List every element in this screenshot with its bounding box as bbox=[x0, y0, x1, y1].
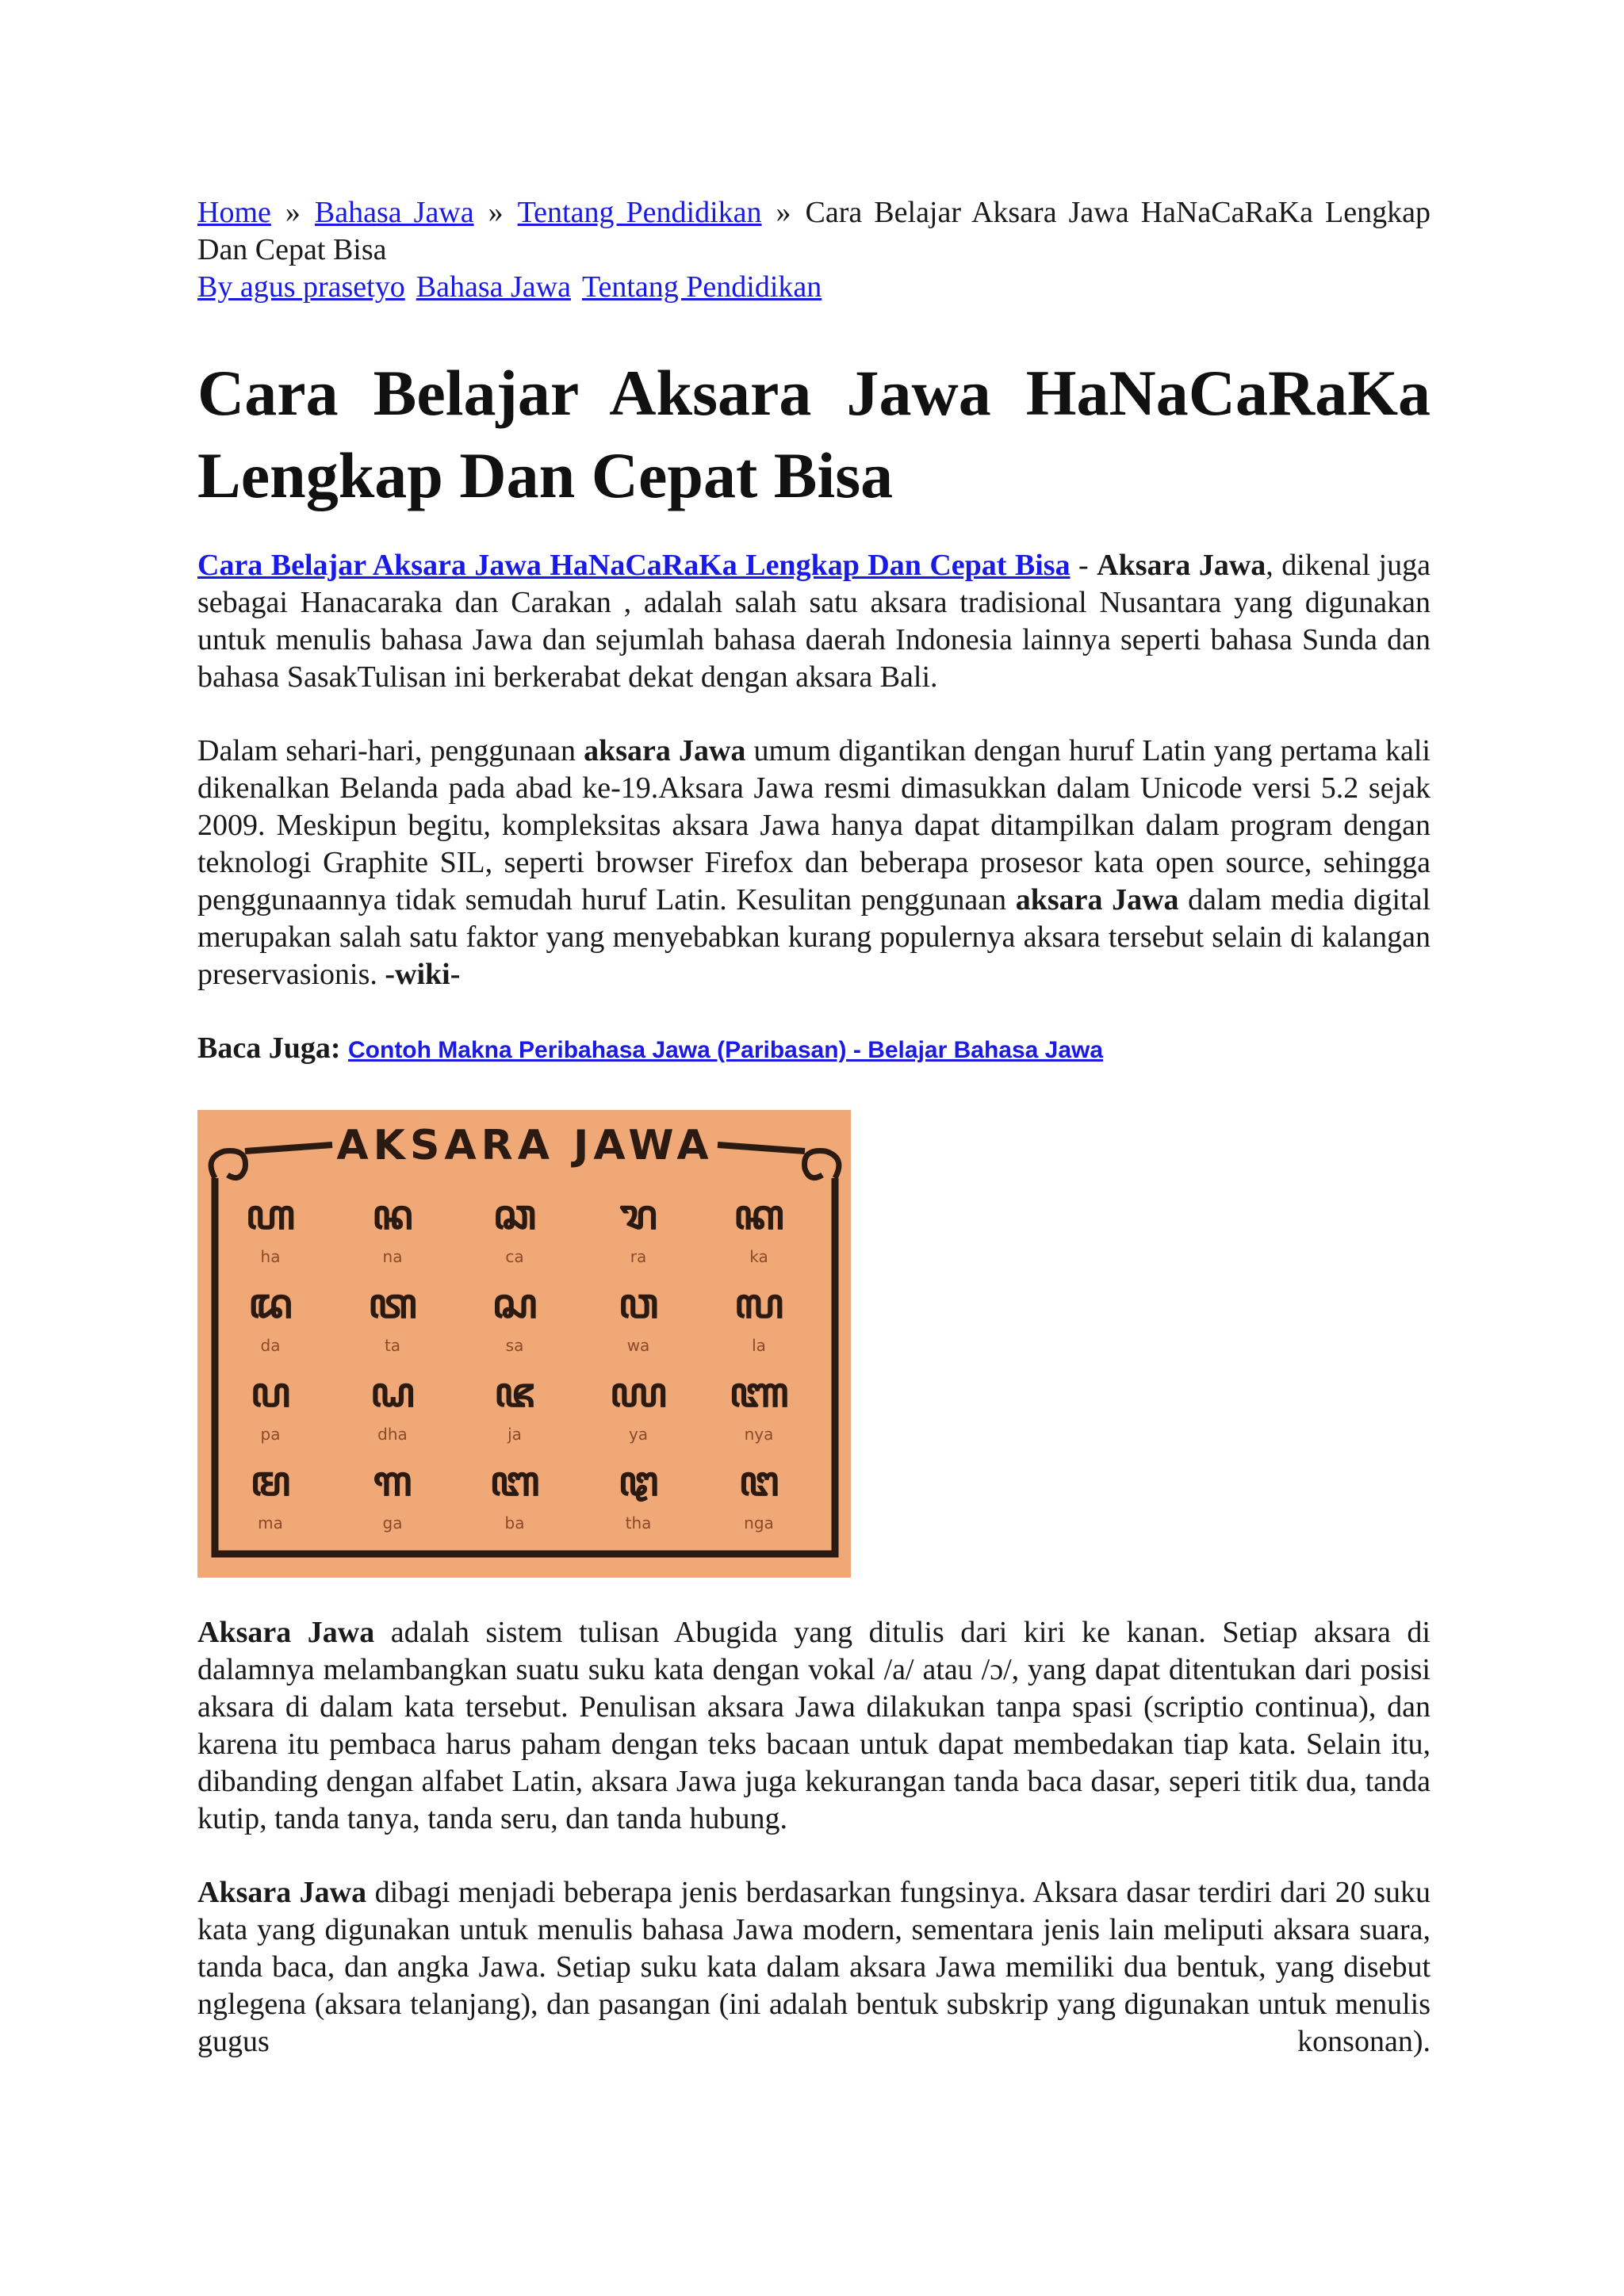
aksara-glyph-ba: ꦧ bbox=[489, 1458, 540, 1506]
aksara-glyph-ga: ꦒ bbox=[373, 1458, 412, 1506]
aksara-glyph-pa: ꦥ bbox=[250, 1369, 291, 1417]
aksara-label-pa: pa bbox=[260, 1425, 281, 1444]
aksara-glyph-wa: ꦮ bbox=[618, 1280, 659, 1328]
intro-dash: - bbox=[1070, 549, 1097, 582]
aksara-glyph-sa: ꦱ bbox=[492, 1280, 538, 1328]
document-page bbox=[197, 194, 1431, 2061]
types-paragraph bbox=[197, 1874, 1431, 2061]
aksara-glyph-ta: ꦠ bbox=[368, 1280, 417, 1328]
aksara-label-dha: dha bbox=[377, 1425, 408, 1444]
aksara-label-nga: nga bbox=[744, 1513, 774, 1533]
usage-text-3: dalam media digital merupakan salah satu faktor yang menyebabkan kurang populernya aksara tersebut selain di kalangan preservasionis. bbox=[197, 883, 1431, 991]
intro-bold-term: Aksara Jawa bbox=[1097, 549, 1266, 582]
aksara-label-ma: ma bbox=[258, 1513, 283, 1533]
breadcrumb-current: Cara Belajar Aksara Jawa HaNaCaRaKa Lengkap Dan Cepat Bisa bbox=[197, 196, 1431, 266]
abugida-bold-term: Aksara Jawa bbox=[197, 1616, 375, 1649]
aksara-label-tha: tha bbox=[625, 1513, 652, 1533]
usage-bold-term-1: aksara Jawa bbox=[584, 734, 746, 767]
aksara-label-da: da bbox=[260, 1336, 281, 1355]
byline bbox=[197, 269, 1431, 306]
wiki-source-tag: -wiki- bbox=[385, 958, 461, 991]
aksara-label-ga: ga bbox=[382, 1513, 403, 1533]
aksara-glyph-ra: ꦫ bbox=[619, 1192, 657, 1239]
aksara-label-ha: ha bbox=[260, 1247, 281, 1266]
aksara-label-ca: ca bbox=[505, 1247, 524, 1266]
related-post-link[interactable]: Contoh Makna Peribahasa Jawa (Paribasan) - Belajar Bahasa Jawa bbox=[348, 1037, 1104, 1063]
aksara-glyph-da: ꦢ bbox=[248, 1280, 293, 1328]
aksara-jawa-chart-image bbox=[197, 1110, 851, 1578]
aksara-glyph-la: ꦭ bbox=[733, 1280, 784, 1328]
usage-bold-term-2: aksara Jawa bbox=[1015, 883, 1179, 916]
aksara-glyph-tha: ꦛ bbox=[618, 1458, 659, 1506]
aksara-glyph-ya: ꦪ bbox=[610, 1369, 667, 1417]
aksara-glyph-nga: ꦔ bbox=[738, 1458, 779, 1506]
aksara-label-la: la bbox=[752, 1336, 766, 1355]
types-bold-term: Aksara Jawa bbox=[197, 1876, 367, 1909]
aksara-label-ja: ja bbox=[508, 1425, 522, 1444]
breadcrumb-separator: » bbox=[488, 196, 504, 229]
usage-text-2: umum digantikan dengan huruf Latin yang pertama kali dikenalkan Belanda pada abad ke-19.Aksara Jawa resmi dimasukkan dalam Unicode versi 5.2 sejak 2009. Meskipun begitu, kompleksitas aksara Jawa hanya dapat ditampilkan dalam program dengan teknologi Graphite SIL, seperti browser Firefox dan beberapa prosesor kata open source, sehingga penggunaannya tidak semudah huruf Latin. Kesulitan penggunaan bbox=[197, 734, 1431, 916]
aksara-label-nya: nya bbox=[744, 1425, 774, 1444]
related-post bbox=[197, 1030, 1431, 1069]
intro-paragraph bbox=[197, 547, 1431, 696]
aksara-label-sa: sa bbox=[505, 1336, 524, 1355]
byline-category-bahasa-jawa-link[interactable]: Bahasa Jawa bbox=[416, 270, 571, 304]
breadcrumb-bahasa-jawa-link[interactable]: Bahasa Jawa bbox=[314, 196, 474, 229]
abugida-paragraph bbox=[197, 1614, 1431, 1838]
breadcrumb-separator: » bbox=[776, 196, 791, 229]
breadcrumb-home-link[interactable]: Home bbox=[197, 196, 271, 229]
aksara-glyph-nya: ꦚ bbox=[729, 1369, 789, 1417]
aksara-label-wa: wa bbox=[626, 1336, 650, 1355]
breadcrumb-separator: » bbox=[285, 196, 301, 229]
article-title-link[interactable]: Cara Belajar Aksara Jawa HaNaCaRaKa Lengkap Dan Cepat Bisa bbox=[197, 549, 1071, 582]
aksara-glyph-ca: ꦕ bbox=[492, 1192, 537, 1239]
abugida-text: adalah sistem tulisan Abugida yang ditulis dari kiri ke kanan. Setiap aksara di dalamnya melambangkan suatu suku kata dengan vokal /a/ atau /ɔ/, yang dapat ditentukan dari posisi aksara di dalam kata tersebut. Penulisan aksara Jawa dilakukan tanpa spasi (scriptio continua), dan karena itu pembaca harus paham dengan teks bacaan untuk dapat membedakan tiap kata. Selain itu, dibanding dengan alfabet Latin, aksara Jawa juga kekurangan tanda baca dasar, seperi titik dua, tanda kutip, tanda tanya, tanda seru, dan tanda hubung. bbox=[197, 1616, 1431, 1835]
aksara-glyph-ha: ꦲ bbox=[245, 1192, 296, 1239]
breadcrumb-tentang-pendidikan-link[interactable]: Tentang Pendidikan bbox=[517, 196, 762, 229]
aksara-label-na: na bbox=[382, 1247, 403, 1266]
aksara-label-ka: ka bbox=[749, 1247, 768, 1266]
intro-text: , dikenal juga sebagai Hanacaraka dan Carakan , adalah salah satu aksara tradisional Nusantara yang digunakan untuk menulis bahasa Jawa dan sejumlah bahasa daerah Indonesia lainnya seperti bahasa Sunda dan bahasa SasakTulisan ini berkerabat dekat dengan aksara Bali. bbox=[197, 549, 1431, 694]
aksara-glyph-ma: ꦩ bbox=[250, 1458, 291, 1506]
usage-paragraph bbox=[197, 733, 1431, 993]
aksara-label-ya: ya bbox=[628, 1425, 649, 1444]
figure-title: AKSARA JAWA bbox=[336, 1122, 714, 1169]
aksara-glyph-ja: ꦗ bbox=[494, 1369, 535, 1417]
usage-text-1: Dalam sehari-hari, penggunaan bbox=[197, 734, 584, 767]
aksara-label-ta: ta bbox=[384, 1336, 401, 1355]
aksara-glyph-na: ꦤ bbox=[372, 1192, 413, 1239]
breadcrumb bbox=[197, 194, 1431, 269]
aksara-label-ra: ra bbox=[630, 1247, 647, 1266]
page-title: Cara Belajar Aksara Jawa HaNaCaRaKa Lengkap Dan Cepat Bisa bbox=[197, 357, 1431, 511]
types-text: dibagi menjadi beberapa jenis berdasarkan fungsinya. Aksara dasar terdiri dari 20 suku kata yang digunakan untuk menulis bahasa Jawa modern, sementara jenis lain meliputi aksara suara, tanda baca, dan angka Jawa. Setiap suku kata dalam aksara Jawa memiliki dua bentuk, yang disebut nglegena (aksara telanjang), dan pasangan (ini adalah bentuk subskrip yang digunakan untuk menulis gugus konsonan). bbox=[197, 1876, 1431, 2058]
author-link[interactable]: By agus prasetyo bbox=[197, 270, 405, 304]
related-post-label: Baca Juga: bbox=[197, 1031, 348, 1065]
byline-category-tentang-pendidikan-link[interactable]: Tentang Pendidikan bbox=[581, 270, 822, 304]
aksara-glyph-dha: ꦝ bbox=[370, 1369, 415, 1417]
aksara-jawa-illustration bbox=[197, 1110, 851, 1578]
aksara-label-ba: ba bbox=[504, 1513, 525, 1533]
aksara-glyph-ka: ꦏ bbox=[733, 1192, 784, 1239]
